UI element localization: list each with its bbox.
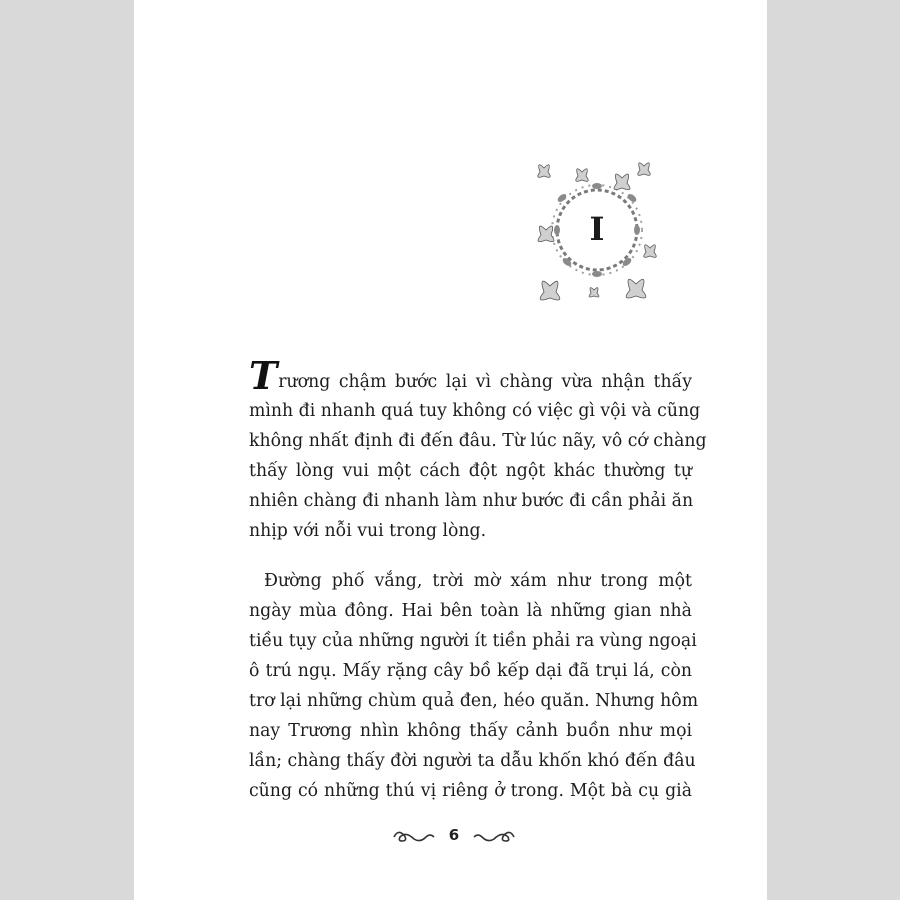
text-line: nhịp với nỗi vui trong lòng. xyxy=(249,521,487,541)
chapter-ornament xyxy=(532,158,662,308)
page-footer xyxy=(384,822,524,852)
text-line: không nhất định đi đến đâu. Từ lúc nãy, vô cớ chàng xyxy=(249,431,707,451)
paragraph-1 xyxy=(249,353,707,546)
text-line: mình đi nhanh quá tuy không có việc gì vội và cũng xyxy=(249,401,701,421)
text-line: nay Trương nhìn không thấy cảnh buồn như mọi xyxy=(249,721,692,741)
text-line: nhiên chàng đi nhanh làm như bước đi cần phải ăn xyxy=(249,491,694,511)
text-line: trơ lại những chùm quả đen, héo quăn. Nhưng hôm xyxy=(249,691,699,711)
left-flourish-icon xyxy=(392,828,438,846)
text-line: ngày mùa đông. Hai bên toàn là những gian nhà xyxy=(249,601,692,621)
text-line: cũng có những thú vị riêng ở trong. Một bà cụ già xyxy=(249,781,692,801)
chapter-numeral: I xyxy=(589,210,605,248)
text-line: tiều tụy của những người ít tiền phải ra vùng ngoại xyxy=(249,631,697,651)
text-line: Đường phố vắng, trời mờ xám như trong một xyxy=(264,571,692,591)
book-page xyxy=(134,0,767,900)
page-number: 6 xyxy=(448,826,460,844)
text-line: ô trú ngụ. Mấy rặng cây bồ kếp dại đã trụi lá, còn xyxy=(249,661,692,681)
text-line: Trương chậm bước lại vì chàng vừa nhận thấy xyxy=(249,353,692,398)
text-line: thấy lòng vui một cách đột ngột khác thường tự xyxy=(249,461,692,481)
right-flourish-icon xyxy=(470,828,516,846)
paragraph-2 xyxy=(249,566,699,806)
text-line: lần; chàng thấy đời người ta dẫu khốn khó đến đâu xyxy=(249,751,696,771)
drop-cap: T xyxy=(249,353,278,398)
